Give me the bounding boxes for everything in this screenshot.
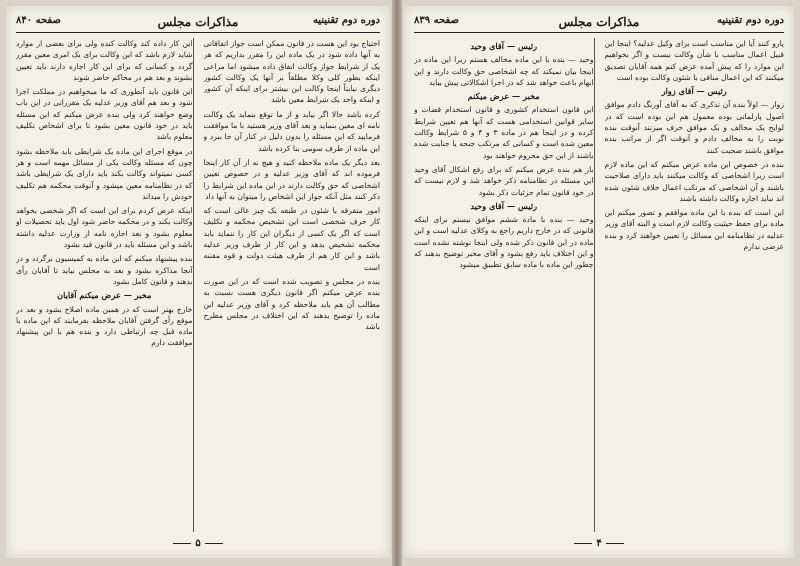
speaker-heading: رئیس — آقای وحید bbox=[470, 200, 538, 211]
paragraph: زوار — اولاً بنده آن تذکری که به آقای آورنگ دادم موافق اصول پارلمانی بوده معمول هم این بوده است که در لوایح یک مخالف و یک موافق حرف میزنند آنوقت بنده نوبت را به مخالف دادم و آنوقت اگر از مراتب بنده موافق باشند صحبت کنند bbox=[604, 100, 784, 155]
paragraph: امور متفرقه یا شئون در طبقه یک چیز عالی است که کار حرف شخصی است این تشخیص محکمه و تکلیف است که اگر یک کسی از دیگران این کار را ننماید باید محکمه تشخیص بدهد و این کار از طرف وزیر عدلیه باشد و این کار هم از طرف هیئت دولت و قوه مقننه است bbox=[203, 206, 380, 272]
text-column bbox=[605, 38, 785, 532]
right-header-title: مذاکرات مجلس bbox=[558, 15, 640, 29]
paragraph: بعد دیگر یک ماده ملاحظه کنید و هیچ نه از آن کار اینجا فرموده اند که آقای وزیر عدلیه و در خصوص تعیین اشخاصی که حق وکالت دارند در این ماده این شرایط را ذکر کنند مثل آنکه جواز این اشخاص را میتوان به آنها داد bbox=[203, 157, 380, 201]
paragraph: پارو کنند آیا این مناسب است برای وکیل عدلیه؟ اینجا این قبیل اعمال مناسب با شأن وکالت نیست و اگر بخواهیم این موارد را که پیش آمده عرض کنم همه آقایان تصدیق میکنند که این اعمال منافی با شئون وکالت بوده است bbox=[604, 39, 784, 82]
paragraph: وحید — بنده با این ماده مخالف هستم زیرا این ماده در اینجا بیان نمیکند که چه اشخاصی حق وکالت دارند و این ابهام باعث خواهد شد که در اجرا اشکالاتی پیش بیاید bbox=[414, 55, 594, 87]
left-page-columns bbox=[16, 38, 380, 532]
left-header-page-number: صفحه ۸۴۰ bbox=[16, 15, 61, 26]
speaker-heading: رئیس — آقای زوار bbox=[661, 86, 727, 97]
text-column bbox=[414, 38, 595, 532]
paragraph: اینکه عرض کردم برای این است که اگر شخصی بخواهد وکالت بکند و در محکمه حاضر شود اول باید تحصیلات او معلوم بشود و بعد اجازه نامه از وزارت عدلیه داشته باشد و این مسئله باید در قانون قید بشود bbox=[16, 206, 193, 250]
speaker-heading: مخبر — عرض میکنم آقایان bbox=[57, 290, 152, 301]
paragraph: بنده در مجلس و تصویب شده است که در این صورت بنده عرض میکنم اگر قانون دیگری هست نسبت به مطالب آن هم باید ملاحظه کرد و آقای وزیر عدلیه این ماده را توضیح بدهند که این اختلاف در مجلس مطرح باشد bbox=[203, 276, 380, 332]
left-footer-number: ۵ bbox=[195, 538, 201, 549]
paragraph: بنده پیشنهاد میکنم که این ماده به کمیسیون برگردد و در آنجا مذاکره بشود و بعد به مجلس بیاید تا آقایان رأی بدهند و قانون کامل بشود bbox=[16, 254, 193, 286]
right-header-period: دوره دوم تقنینیه bbox=[716, 15, 784, 26]
book-gutter bbox=[392, 0, 402, 566]
paragraph: بنده در خصوص این ماده عرض میکنم که این ماده لازم است زیرا اشخاصی که وکالت میکنند باید دارای صلاحیت باشند و آن اشخاصی که مرتکب اعمال خلاف شئون شده اند نباید اجازه وکالت داشته باشند bbox=[604, 159, 784, 203]
paragraph: این قانون استخدام کشوری و قانون استخدام قضات و سایر قوانین استخدامی هست که آنها هم تعیین شرایط کرده و در اینجا هم در ماده ۳ و ۴ و ۵ شرایط وکالت معین شده است و کسانی که مرتکب جنحه یا جنایت شده باشند از این حق محروم خواهند بود bbox=[414, 105, 594, 160]
right-page-footer bbox=[404, 538, 794, 552]
speaker-heading: رئیس — آقای وحید bbox=[470, 41, 538, 51]
paragraph: کرده باشد حالا اگر بیاید و از ما توقع بنماید یک وکالت نامه ای معین بنماید و بعد آقای وزیر هستید با ما موافقت فرمایید که این مسئله را بدون دلیل در کنار آن جا ببرد و این ماده از طرف سومی بنا کرده باشد bbox=[203, 109, 380, 153]
paragraph: احتیاج بود این هست در قانون ممکن است جواز اتفاقاتی به آنها داده شود در یک ماده این را مقرر بداریم که هر یک از شرایط جواز وکالت اتفاق داده میشود اما مراعی اینکه بطور کلی وکلا مطلقاً بر آنها یک وکالت کشور دیگری نیابتاً اینجا وکالت این بیشتر برای اینکه آن کشور و اینکه واحد یک شرایط معین باشد bbox=[203, 39, 380, 105]
right-page-columns bbox=[414, 38, 784, 532]
paragraph: در موقع اجرای این ماده یک شرایطی باید ملاحظه بشود چون که مسئله وکالت یکی از مسائل مهمه است و هر کسی نمیتواند وکالت بکند باید دارای یک شرایطی باشد که در نظامنامه معین میشود و آنوقت محکمه هم تکلیف خودش را میداند bbox=[16, 146, 193, 201]
paragraph: باز هم بنده عرض میکنم که برای رفع اشکال آقای وحید این مسئله در نظامنامه ذکر خواهد شد و لازم نیست که در خود قانون تمام جزئیات ذکر بشود bbox=[414, 164, 594, 197]
left-page-footer bbox=[6, 538, 390, 552]
left-header-title: مذاکرات مجلس bbox=[157, 15, 239, 29]
left-header-period: دوره دوم تقنینیه bbox=[312, 15, 380, 26]
text-column bbox=[16, 38, 194, 532]
right-footer-number: ۴ bbox=[596, 538, 602, 549]
paragraph: این قانون باید آنطوری که ما میخواهیم در مملکت اجرا شود و بعد هم آقای وزیر عدلیه یک مقرراتی در این باب وضع خواهند کرد ولی بنده عرض میکنم که این مسئله باید در خود قانون معین بشود تا برای اشخاص تکلیف معلوم باشد bbox=[16, 87, 193, 142]
speaker-heading: مخبر — عرض میکنم bbox=[467, 91, 540, 102]
text-column bbox=[204, 38, 381, 532]
left-page bbox=[6, 6, 390, 558]
right-header-page-number: صفحه ۸۳۹ bbox=[414, 15, 459, 26]
paragraph: خارج بهتر است که در همین ماده اصلاح بشود و بعد در موقع رأی گرفتن آقایان ملاحظه بفرمایند که این ماده با ماده قبل چه ارتباطی دارد و بنده هم با این پیشنهاد موافقت دارم bbox=[16, 304, 193, 348]
right-page-header bbox=[414, 12, 784, 33]
paragraph: وحید — بنده با ماده ششم موافق نیستم برای اینکه قانونی که در خارج داریم راجع به وکلای عدلیه است و این ماده در این قانون ذکر شده ولی اینجا نوشته نشده است و این اختلاف باید رفع بشود و آقای مخبر توضیح بدهند که چطور این ماده با ماده سابق تطبیق میشود bbox=[414, 215, 594, 270]
right-page bbox=[404, 6, 794, 558]
left-page-header bbox=[16, 12, 380, 33]
paragraph: این کار داده کند وکالت کنده ولی برای بعضی از موارد شاید لازم باشد که این وکالت برای یک امری معین مقرر گردد و کسانی که برای این کار اجازه دارند باید تعیین بشوند و بعد هم در محاکم حاضر شوند bbox=[16, 39, 193, 82]
paragraph: این است که بنده با این ماده موافقم و تصور میکنم این ماده برای حفظ حیثیت وکالت لازم است و البته آقای وزیر عدلیه در نظامنامه این مسائل را تعیین خواهند کرد و بنده عرضی ندارم bbox=[604, 208, 784, 252]
